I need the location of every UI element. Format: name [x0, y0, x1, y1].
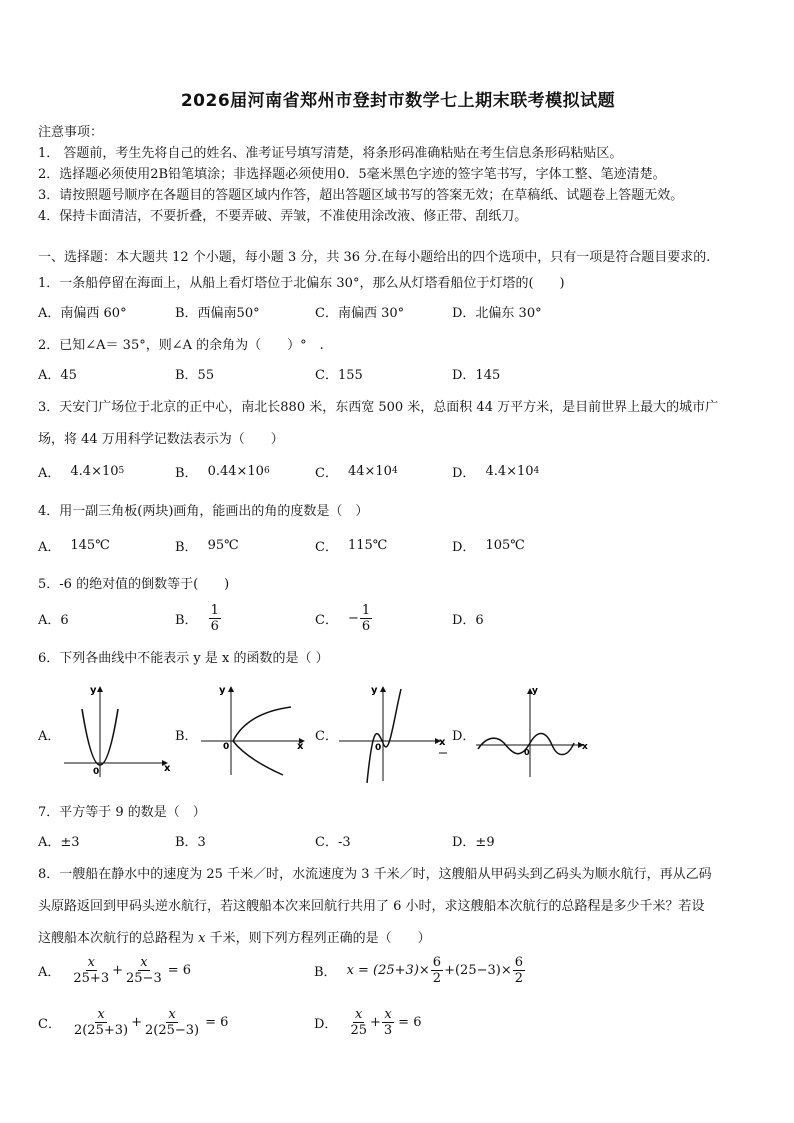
- q8-option-a[interactable]: [38, 951, 191, 989]
- q6-graph-a-x-label: x: [164, 763, 170, 774]
- notice-item-4: 4．保持卡面清洁，不要折叠，不要弄破、弄皱，不准使用涂改液、修正带、刮纸刀。: [38, 209, 528, 224]
- notice-item-2: 2．选择题必须使用2B铅笔填涂；非选择题必须使用0．5毫米黑色字迹的签字笔书写，字体工整、笔迹清楚。: [38, 167, 666, 182]
- q3-option-b-base: 0.44×10: [207, 463, 264, 479]
- q8-option-b-num-2: 6: [514, 954, 523, 970]
- q1-option-b[interactable]: B．西偏南50°: [175, 305, 260, 321]
- q8-stem-line-2: 头原路返回到甲码头逆水航行，若这艘船本次来回航行共用了 6 小时，求这艘船本次航行的总路程是多少千米？若设: [38, 899, 705, 914]
- notice-item-1: 1． 答题前，考生先将自己的姓名、准考证号填写清楚，将条形码准确粘贴在考生信息条形码粘贴区。: [38, 146, 623, 161]
- q8-option-c-label: C．: [38, 1016, 61, 1032]
- q6-graph-c-x-label: x: [439, 737, 446, 748]
- q3-option-c-label: C．: [315, 465, 338, 481]
- q8-option-a-fraction-2: [124, 955, 164, 986]
- q5-option-b-label: B．: [175, 612, 198, 628]
- q8-option-d-equals: = 6: [398, 1014, 422, 1030]
- q6-option-b-label: B．: [175, 729, 198, 744]
- q8-option-d-label: D．: [314, 1016, 338, 1032]
- q4-stem: 4．用一副三角板(两块)画角，能画出的角的度数是（ ）: [38, 504, 369, 519]
- q6-graph-b: [197, 683, 307, 779]
- q8-option-b-fraction-1: [431, 955, 443, 986]
- q5-option-c-fraction: [360, 603, 372, 634]
- q7-options: [38, 825, 758, 855]
- q8-option-b-den-1: 2: [432, 970, 442, 986]
- page-title: 2026届河南省郑州市登封市数学七上期末联考模拟试题: [180, 91, 616, 111]
- q6-graph-b-origin: 0: [223, 742, 230, 752]
- q8-options-row-2: [38, 1002, 758, 1042]
- q8-options-row-1: [38, 951, 758, 989]
- q8-option-b-label: B．: [314, 964, 337, 980]
- q8-option-b-prefix: x = (25+3)×: [346, 962, 430, 978]
- q3-option-b-label: B．: [175, 465, 198, 481]
- q5-option-c-sign: −: [347, 610, 359, 626]
- q8-option-c-fraction-1: [72, 1007, 130, 1038]
- q6-option-d-label: D．: [452, 729, 476, 744]
- q8-option-a-num-1: x: [87, 954, 95, 970]
- q4-option-b-value: 95℃: [207, 537, 239, 553]
- q6-graph-b-x-label: x: [297, 741, 304, 752]
- q8-option-c[interactable]: [38, 1002, 228, 1042]
- q3-option-d-label: D．: [452, 465, 476, 481]
- q8-stem-variable: x: [198, 931, 206, 946]
- q4-option-a-value: 145℃: [70, 537, 110, 553]
- q4-options: [38, 530, 758, 560]
- q2-options: [38, 358, 758, 388]
- q5-option-c-label: C．: [315, 612, 338, 628]
- q6-graph-a: [60, 683, 170, 779]
- q7-option-a[interactable]: A．±3: [38, 834, 80, 850]
- q6-option-d[interactable]: [452, 683, 587, 783]
- q4-option-b[interactable]: [175, 530, 239, 560]
- q4-option-a[interactable]: [38, 530, 110, 560]
- q5-option-c[interactable]: [315, 601, 373, 635]
- q6-option-a[interactable]: [38, 683, 173, 783]
- q6-graph-d-x-label: x: [582, 742, 588, 752]
- q4-option-a-label: A．: [38, 539, 61, 555]
- q8-option-c-fraction-2: [143, 1007, 201, 1038]
- q4-option-d[interactable]: [452, 530, 525, 560]
- q8-option-a-den-2: 25−3: [126, 970, 162, 986]
- q3-option-a[interactable]: [38, 456, 124, 486]
- q6-stem: 6．下列各曲线中不能表示 y 是 x 的函数的是（ ）: [38, 651, 329, 666]
- q3-stem-line-1: 3．天安门广场位于北京的正中心，南北长880 米，东西宽 500 米，总面积 44 万平方米，是目前世界上最大的城市广: [38, 400, 719, 415]
- q3-option-c[interactable]: [315, 456, 398, 486]
- q3-option-c-exponent: 4: [391, 466, 398, 476]
- q6-graph-c: [337, 683, 449, 783]
- q8-option-a-equals: = 6: [167, 962, 192, 978]
- q6-graph-b-y-label: y: [219, 685, 226, 696]
- q5-option-b-fraction: [209, 603, 221, 634]
- q8-option-a-label: A．: [38, 964, 61, 980]
- q5-option-b-numerator: 1: [210, 602, 219, 618]
- q8-option-d-plus: +: [369, 1014, 381, 1030]
- q1-option-d[interactable]: D．北偏东 30°: [452, 305, 542, 321]
- q6-graph-a-origin: 0: [93, 767, 100, 777]
- q4-option-d-value: 105℃: [485, 537, 525, 553]
- q3-option-b[interactable]: [175, 456, 270, 486]
- q8-option-d[interactable]: [314, 1002, 421, 1042]
- q3-option-c-base: 44×10: [347, 463, 392, 479]
- q8-option-b[interactable]: [314, 951, 526, 989]
- q3-option-a-exponent: 5: [118, 466, 125, 476]
- q8-option-d-den-2: 3: [383, 1022, 393, 1038]
- q3-option-d-base: 4.4×10: [485, 463, 534, 479]
- q6-graph-d: [474, 683, 589, 779]
- q8-option-d-num-2: x: [384, 1006, 392, 1022]
- q5-option-d[interactable]: D．6: [452, 612, 484, 628]
- q7-stem: 7．平方等于 9 的数是（ ）: [38, 805, 206, 820]
- q8-option-c-equals: = 6: [205, 1014, 229, 1030]
- q8-option-b-num-1: 6: [432, 954, 442, 970]
- q8-option-d-num-1: x: [355, 1006, 363, 1022]
- q7-option-d[interactable]: D．±9: [452, 834, 495, 850]
- q8-option-c-num-2: x: [168, 1006, 176, 1022]
- q2-option-a[interactable]: A．45: [38, 367, 77, 383]
- q5-options: [38, 601, 758, 635]
- q4-option-c-label: C．: [315, 539, 338, 555]
- q6-option-c[interactable]: [315, 683, 450, 783]
- q3-option-d[interactable]: [452, 456, 539, 486]
- q8-option-c-plus: +: [131, 1014, 142, 1030]
- q1-options: [38, 296, 758, 326]
- q8-option-c-den-2: 2(25−3): [144, 1022, 200, 1038]
- q4-option-b-label: B．: [175, 539, 198, 555]
- q4-option-c[interactable]: [315, 530, 387, 560]
- q7-option-c[interactable]: C．-3: [315, 834, 351, 850]
- q6-graph-a-y-label: y: [90, 685, 97, 696]
- q8-option-c-den-1: 2(25+3): [73, 1022, 129, 1038]
- q4-option-d-label: D．: [452, 539, 476, 555]
- q2-option-d[interactable]: D．145: [452, 367, 501, 383]
- q5-option-c-numerator: 1: [361, 602, 371, 618]
- q1-option-a[interactable]: A．南偏西 60°: [38, 305, 127, 321]
- q8-stem-line-3-post: 千米，则下列方程列正确的是（ ）: [209, 931, 431, 946]
- q6-option-c-label: C．: [315, 729, 338, 744]
- q5-stem: 5．-6 的绝对值的倒数等于( ): [38, 577, 230, 592]
- q7-option-b[interactable]: B．3: [175, 834, 206, 850]
- q6-graph-d-y-label: y: [532, 686, 538, 696]
- q3-option-a-label: A．: [38, 465, 61, 481]
- q6-options: [38, 683, 758, 783]
- q8-option-a-plus: +: [112, 962, 124, 978]
- q8-option-c-num-1: x: [97, 1006, 105, 1022]
- q8-stem-line-1: 8．一艘船在静水中的速度为 25 千米／时，水流速度为 3 千米／时，这艘船从甲码头到乙码头为顺水航行，再从乙码: [38, 867, 712, 882]
- q6-graph-c-y-label: y: [371, 685, 378, 696]
- q6-graph-d-origin: 0: [524, 748, 530, 757]
- q2-option-c[interactable]: C．155: [315, 367, 363, 383]
- q8-option-d-fraction-1: [348, 1007, 369, 1038]
- q8-option-b-den-2: 2: [514, 970, 523, 986]
- q2-stem: 2．已知∠A＝ 35°，则∠A 的余角为（ ）° .: [38, 338, 324, 353]
- q8-stem-line-3: [38, 927, 431, 946]
- q4-option-c-value: 115℃: [347, 537, 388, 553]
- q8-stem-line-3-pre: 这艘船本次航行的总路程为: [38, 931, 195, 946]
- q3-stem-line-2: 场，将 44 万用科学记数法表示为（ ）: [38, 432, 284, 447]
- q8-option-d-den-1: 25: [350, 1022, 367, 1038]
- q3-option-a-base: 4.4×10: [70, 463, 119, 479]
- q6-option-a-label: A．: [38, 729, 61, 744]
- q1-stem: 1．一条船停留在海面上，从船上看灯塔位于北偏东 30°，那么从灯塔看船位于灯塔的( ): [38, 276, 565, 291]
- q8-option-d-fraction-2: [382, 1007, 394, 1038]
- q8-option-b-fraction-2: [513, 955, 525, 986]
- q5-option-c-denominator: 6: [361, 618, 371, 634]
- q3-options: [38, 456, 758, 486]
- q2-option-b[interactable]: B．55: [175, 367, 215, 383]
- q3-option-d-exponent: 4: [533, 466, 540, 476]
- q8-option-b-middle: +(25−3)×: [444, 962, 512, 978]
- q8-option-a-fraction-1: [71, 955, 111, 986]
- q1-option-c[interactable]: C．南偏西 30°: [315, 305, 405, 321]
- notice-item-3: 3．请按照题号顺序在各题目的答题区域内作答，超出答题区域书写的答案无效；在草稿纸、试题卷上答题无效。: [38, 188, 684, 203]
- section-heading: 一、选择题：本大题共 12 个小题，每小题 3 分，共 36 分.在每小题给出的四个选项中，只有一项是符合题目要求的.: [38, 250, 711, 265]
- notice-heading: 注意事项：: [38, 125, 104, 140]
- q6-option-b[interactable]: [175, 683, 310, 783]
- q8-option-a-den-1: 25+3: [73, 970, 110, 986]
- q6-graph-c-origin: 0: [375, 743, 382, 753]
- q3-option-b-exponent: 6: [263, 466, 270, 476]
- q8-option-a-num-2: x: [140, 954, 148, 970]
- q5-option-a[interactable]: A．6: [38, 612, 69, 628]
- q5-option-b[interactable]: [175, 601, 222, 635]
- q5-option-b-denominator: 6: [210, 618, 219, 634]
